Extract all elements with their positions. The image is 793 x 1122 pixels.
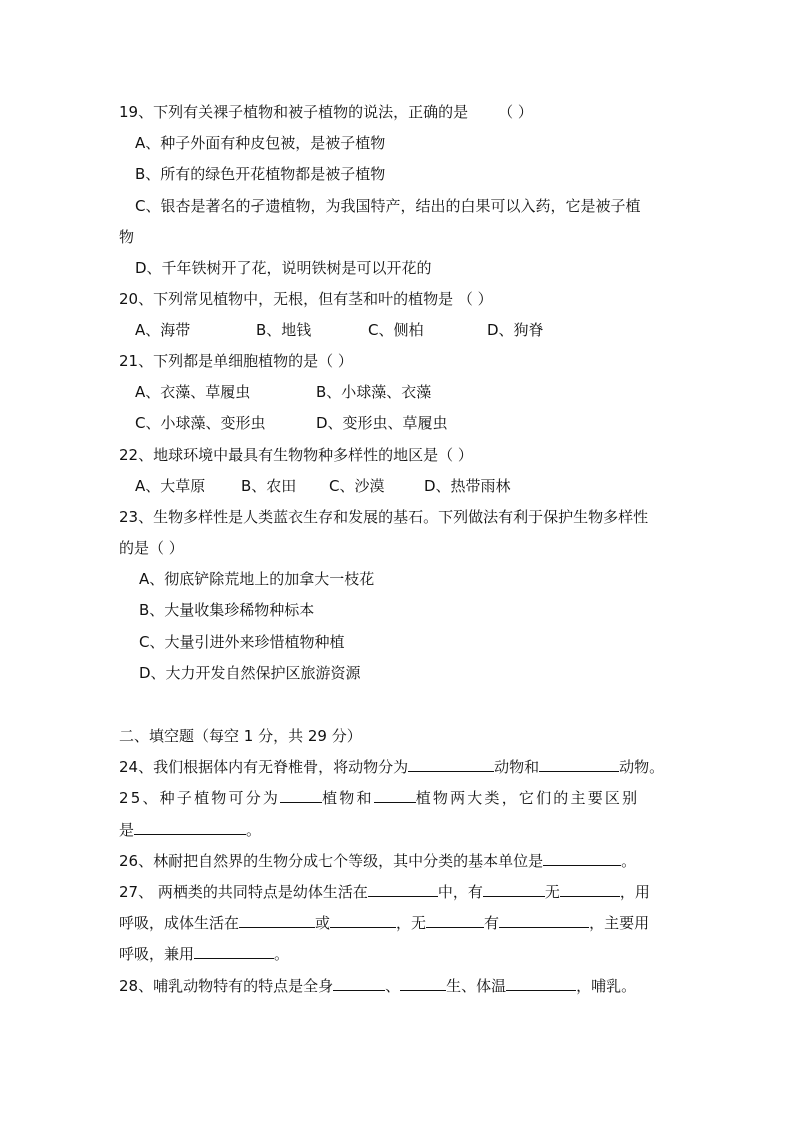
question-27-line-1 — [119, 882, 650, 902]
q27-text-8: 有 — [484, 914, 500, 932]
q27-blank-8[interactable] — [194, 944, 274, 959]
q27-text-7: ，无 — [396, 914, 427, 932]
q25-text-1: 25、种子植物可分为 — [119, 789, 281, 807]
q27-text-2: 中，有 — [437, 883, 483, 901]
q26-blank-1[interactable] — [543, 851, 621, 866]
q27-blank-1[interactable] — [368, 882, 438, 897]
question-23-option-c: C、大量引进外来珍惜植物种植 — [139, 633, 345, 651]
question-21-stem: 21、下列都是单细胞植物的是（ ） — [119, 352, 353, 370]
question-22-stem: 22、地球环境中最具有生物物种多样性的地区是（ ） — [119, 446, 473, 464]
question-19-option-c-cont: 物 — [119, 228, 135, 246]
question-25 — [119, 788, 639, 808]
q25-text-4: 是 — [119, 821, 135, 839]
q25-text-2: 植物和 — [322, 789, 374, 807]
q27-text-10: 呼吸，兼用 — [119, 945, 195, 963]
question-22-option-a: A、大草原 — [135, 477, 206, 495]
q24-text-3: 动物。 — [619, 758, 665, 776]
question-21-option-d: D、变形虫、草履虫 — [316, 414, 448, 432]
q27-blank-7[interactable] — [499, 913, 589, 928]
question-23-stem-cont: 的是（ ） — [119, 539, 184, 557]
q27-text-5: 呼吸，成体生活在 — [119, 914, 240, 932]
q28-text-4: ，哺乳。 — [576, 977, 637, 995]
q25-blank-1[interactable] — [280, 788, 322, 803]
question-23-option-b: B、大量收集珍稀物种标本 — [139, 601, 315, 619]
question-19-option-c: C、银杏是著名的孑遗植物，为我国特产，结出的白果可以入药，它是被子植 — [135, 197, 641, 215]
question-20-stem: 20、下列常见植物中，无根，但有茎和叶的植物是 （ ） — [119, 290, 493, 308]
question-19-paren: （ ） — [498, 103, 533, 121]
question-27-line-3 — [119, 944, 289, 964]
question-19-option-b: B、所有的绿色开花植物都是被子植物 — [135, 165, 386, 183]
q27-blank-2[interactable] — [483, 882, 545, 897]
question-23-option-a: A、彻底铲除荒地上的加拿大一枝花 — [139, 570, 375, 588]
q27-text-9: ，主要用 — [589, 914, 650, 932]
q27-blank-3[interactable] — [560, 882, 620, 897]
q27-text-1: 27、 两栖类的共同特点是幼体生活在 — [119, 883, 368, 901]
q27-text-11: 。 — [274, 945, 290, 963]
q28-blank-2[interactable] — [400, 976, 446, 991]
question-19-option-a: A、种子外面有种皮包被，是被子植物 — [135, 134, 386, 152]
q24-text-1: 24、我们根据体内有无脊椎骨，将动物分为 — [119, 758, 409, 776]
q27-text-3: 无 — [544, 883, 560, 901]
q26-text-2: 。 — [621, 852, 637, 870]
q26-text-1: 26、林耐把自然界的生物分成七个等级，其中分类的基本单位是 — [119, 852, 544, 870]
question-20-option-a: A、海带 — [135, 321, 191, 339]
q25-blank-3[interactable] — [134, 820, 246, 835]
question-28 — [119, 976, 636, 996]
question-22-option-d: D、热带雨林 — [424, 477, 511, 495]
question-20-option-c: C、侧柏 — [368, 321, 424, 339]
q24-blank-1[interactable] — [408, 757, 494, 772]
question-26 — [119, 851, 636, 871]
question-23-stem: 23、生物多样性是人类蓝衣生存和发展的基石。下列做法有利于保护生物多样性 — [119, 508, 649, 526]
question-19-option-d: D、千年铁树开了花，说明铁树是可以开花的 — [135, 259, 432, 277]
q28-blank-3[interactable] — [506, 976, 576, 991]
q28-blank-1[interactable] — [333, 976, 385, 991]
question-24 — [119, 757, 664, 777]
question-27-line-2 — [119, 913, 649, 933]
q27-blank-5[interactable] — [330, 913, 396, 928]
question-23-option-d: D、大力开发自然保护区旅游资源 — [139, 664, 361, 682]
q27-blank-4[interactable] — [239, 913, 315, 928]
q25-blank-2[interactable] — [374, 788, 416, 803]
question-21-option-a: A、衣藻、草履虫 — [135, 383, 251, 401]
question-21-option-c: C、小球藻、变形虫 — [135, 414, 266, 432]
question-20-option-b: B、地钱 — [256, 321, 312, 339]
q27-blank-6[interactable] — [426, 913, 484, 928]
q27-text-4: ，用 — [619, 883, 650, 901]
q28-text-2: 、 — [385, 977, 401, 995]
q24-text-2: 动物和 — [494, 758, 540, 776]
question-19-text: 19、下列有关裸子植物和被子植物的说法，正确的是 — [119, 103, 469, 121]
question-25-cont — [119, 820, 261, 840]
q25-text-5: 。 — [246, 821, 262, 839]
q24-blank-2[interactable] — [539, 757, 619, 772]
q28-text-1: 28、哺乳动物特有的特点是全身 — [119, 977, 334, 995]
q25-text-3: 植物两大类，它们的主要区别 — [415, 789, 640, 807]
question-20-option-d: D、狗脊 — [487, 321, 544, 339]
question-22-option-c: C、沙漠 — [329, 477, 385, 495]
question-22-option-b: B、农田 — [241, 477, 297, 495]
q28-text-3: 生、体温 — [446, 977, 507, 995]
section-2-title: 二、填空题（每空 1 分，共 29 分） — [119, 727, 362, 745]
q27-text-6: 或 — [315, 914, 331, 932]
question-19-stem — [119, 102, 533, 122]
question-21-option-b: B、小球藻、衣藻 — [316, 383, 432, 401]
